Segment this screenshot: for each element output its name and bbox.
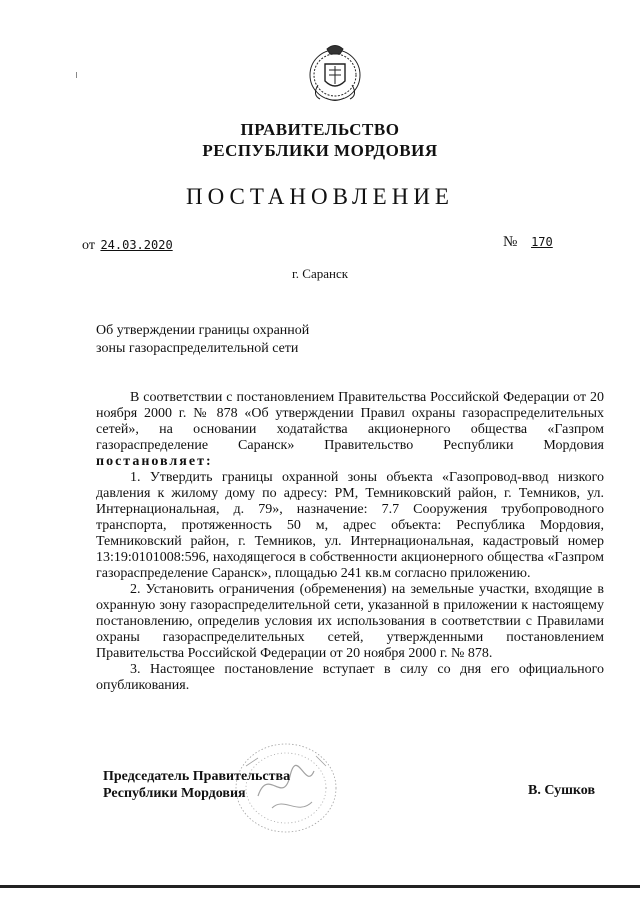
date-value: 24.03.2020 <box>100 238 173 252</box>
item-3: 3. Настоящее постановление вступает в силу со дня его официального опубликования. <box>96 662 604 693</box>
org-line-2: РЕСПУБЛИКИ МОРДОВИЯ <box>202 141 438 160</box>
intro-text: В соответствии с постановлением Правительства Российской Федерации от 20 ноября 2000 г. № 878 «Об утверждении Правил охраны газораспределительных сетей», на основании ходатайства акционерного общества «Газпром газораспределение Саранск» Правительство Республики Мордовия <box>96 390 604 453</box>
org-line-1: ПРАВИТЕЛЬСТВО <box>240 120 400 139</box>
coat-of-arms-icon <box>306 40 364 106</box>
government-title <box>0 119 640 161</box>
date-prefix: от <box>82 238 95 253</box>
signatory-title-line-2: Республики Мордовия <box>103 786 246 801</box>
decree-word: постановляет: <box>96 454 213 469</box>
signatory-title <box>103 768 290 802</box>
signatory-title-line-1: Председатель Правительства <box>103 769 291 784</box>
document-body <box>96 390 604 694</box>
subject-line-1: Об утверждении границы охранной <box>96 323 310 338</box>
document-date <box>82 238 181 254</box>
document-number <box>503 234 579 251</box>
intro-paragraph <box>96 390 604 470</box>
number-value: 170 <box>531 235 553 249</box>
city: г. Саранск <box>291 266 349 281</box>
item-1: 1. Утвердить границы охранной зоны объекта «Газопровод-ввод низкого давления к жилому дому по адресу: РМ, Темниковский район, г. Темников, ул. Интернациональная, д. 79», назначение: 7.7 Сооружения трубопроводного транспорта, протяженность 50 м, адрес объекта: Республика Мордовия, Темниковский район, г. Темников, ул. Интернациональная, кадастровый номер 13:19:0101008:596, находящегося в собственности акционерного общества «Газпром газораспределение Саранск», площадью 241 кв.м согласно приложению. <box>96 470 604 581</box>
signatory-name: В. Сушков <box>528 783 596 798</box>
item-2: 2. Установить ограничения (обременения) на земельные участки, входящие в охранную зону газораспределительной сети, указанной в приложении к настоящему постановлению, определив условия их использования в соответствии с Правилами охраны газораспределительных сетей, утвержденными постановлением Правительства Российской Федерации от 20 ноября 2000 г. № 878. <box>96 582 604 661</box>
document-subject <box>96 322 356 358</box>
page-bottom-edge <box>0 885 640 888</box>
document-type: ПОСТАНОВЛЕНИЕ <box>186 184 454 209</box>
number-prefix: № <box>503 234 518 250</box>
scan-artifact <box>76 72 77 78</box>
subject-line-2: зоны газораспределительной сети <box>96 341 299 356</box>
